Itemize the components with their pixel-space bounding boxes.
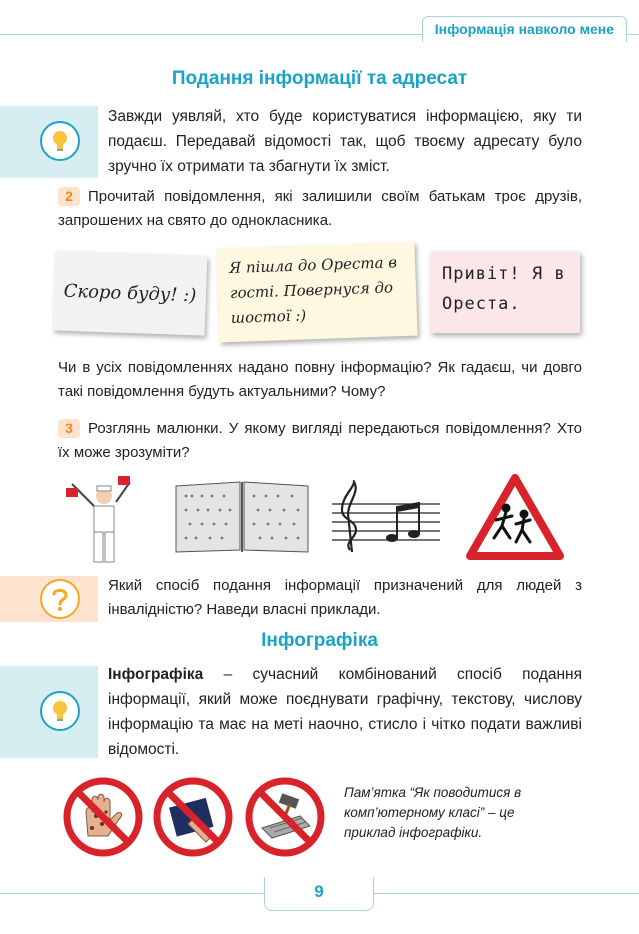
section-title-addressee: Подання інформації та адресат — [171, 68, 468, 89]
lightbulb-icon — [40, 121, 80, 161]
music-notes-icon — [330, 480, 442, 556]
lightbulb-icon — [40, 691, 80, 731]
page-number: 9 — [264, 877, 374, 911]
infographics-caption: Пам’ятка “Як поводитися в комп’ютерному класі” – це приклад інфографіки. — [344, 785, 522, 840]
infographics-term: Інфографіка — [108, 666, 204, 683]
question-text: Який спосіб подання інформації призначений для людей з інвалідністю? Наведи власні приклади. — [108, 577, 582, 618]
chapter-title: Інформація навколо мене — [422, 16, 627, 42]
note-hello: Привіт! Я в Ореста. — [430, 251, 580, 333]
task-number-badge: 2 — [58, 187, 80, 206]
note-soon: Скоро буду! :) — [53, 250, 208, 335]
braille-book-icon — [172, 478, 312, 556]
task-2-text — [58, 185, 582, 233]
no-dirty-hands-icon — [62, 776, 144, 858]
question-mark-icon — [40, 579, 80, 619]
definition-body: – сучасний комбінований спосіб подання інформації, який може поєднувати графічну, текстову, числову інформацію та має на меті наочно, стисло і чітко подати важливі відомості. — [108, 666, 582, 758]
task-2-question: Чи в усіх повідомленнях надано повну інформацію? Як гадаєш, чи довго такі повідомлення будуть актуальними? Чому? — [58, 359, 582, 400]
task-3-body: Розглянь малюнки. У якому вигляді передаються повідомлення? Хто їх може зрозуміти? — [58, 420, 582, 461]
infographics-definition — [108, 662, 582, 762]
no-hitting-keyboard-icon — [244, 776, 326, 858]
task-3-text — [58, 417, 582, 465]
task-2-body: Прочитай повідомлення, які залишили своїм батькам троє друзів, запрошених на свято до однокласника. — [58, 188, 582, 229]
note-went-to-orest: Я пішла до Ореста в гості. Повернуся до шостої :) — [216, 242, 417, 343]
tip-text: Завжди уявляй, хто буде користуватися інформацією, яку ти подаєш. Передавай відомості так, щоб твоєму адресату було зручно їх отримати та збагнути їх зміст. — [108, 108, 582, 175]
section-title-infographics: Інфографіка — [261, 630, 378, 651]
no-touching-screen-icon — [152, 776, 234, 858]
semaphore-sailor-icon — [64, 474, 144, 566]
children-crossing-sign-icon — [466, 474, 564, 560]
task-number-badge: 3 — [58, 419, 80, 438]
